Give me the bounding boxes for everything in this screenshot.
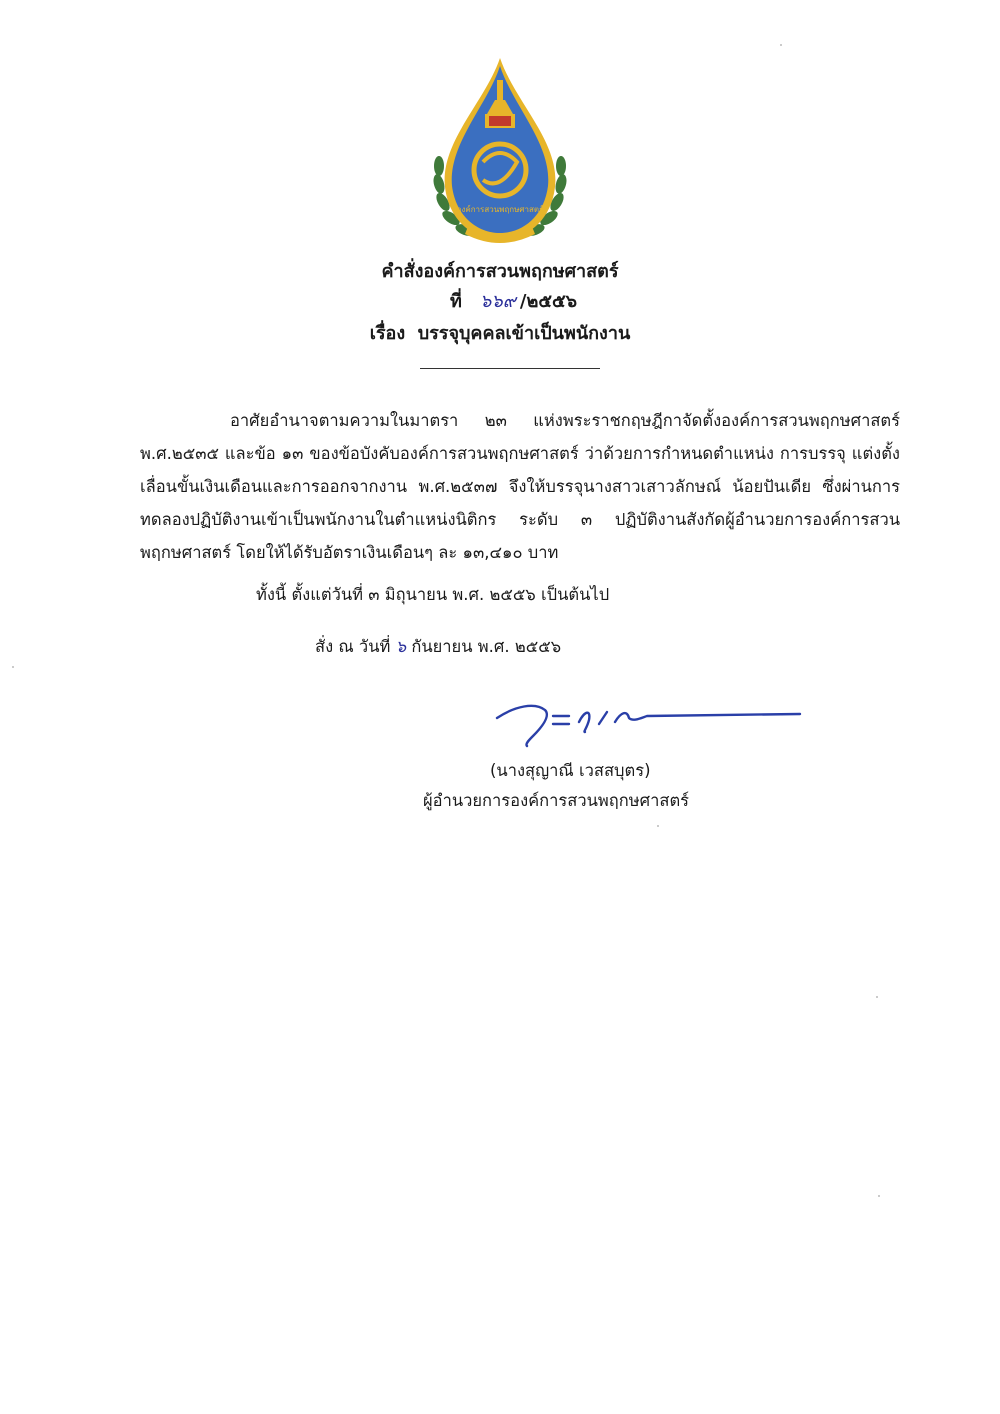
number-label: ที่ — [450, 291, 462, 312]
subject-text: บรรจุบุคคลเข้าเป็นพนักงาน — [417, 323, 631, 344]
number-suffix: /๒๕๕๖ — [519, 291, 578, 312]
handwritten-day: ๖ — [395, 637, 407, 656]
order-title: คำสั่งองค์การสวนพฤกษศาสตร์ — [381, 261, 619, 282]
main-paragraph: อาศัยอำนาจตามความในมาตรา ๒๓ แห่งพระราชกฤษฎีกาจัดตั้งองค์การสวนพฤกษศาสตร์ พ.ศ.๒๕๓๕ และข้อ ๑๓ ของข้อบังคับองค์การสวนพฤกษศาสตร์ ว่าด้วยการกำหนดตำแหน่ง การบรรจุ แต่งตั้ง เลื่อนขั้นเงินเดือนและการออกจากงาน พ.ศ.๒๕๓๗ จึงให้บรรจุนางสาวเสาวลักษณ์ น้อยปันเดีย ซึ่งผ่านการทดลองปฏิบัติงานเข้าเป็นพนักงานในตำแหน่งนิติกร ระดับ ๓ ปฏิบัติงานสังกัดผู้อำนวยการองค์การสวนพฤกษศาสตร์ โดยให้ได้รับอัตราเงินเดือนๆ ละ ๑๓,๔๑๐ บาท — [140, 411, 900, 562]
subject-line — [0, 318, 1000, 347]
scan-speck — [12, 666, 14, 668]
order-date-prefix: สั่ง ณ วันที่ — [315, 637, 391, 656]
order-number-line — [450, 286, 577, 315]
header-divider — [420, 368, 600, 369]
scan-speck — [878, 1195, 880, 1197]
order-body — [140, 404, 900, 569]
organization-logo — [425, 52, 575, 252]
handwritten-order-number: ๖๖๙ — [479, 291, 516, 312]
scan-speck — [876, 996, 878, 998]
subject-label: เรื่อง — [369, 323, 406, 344]
order-date-line — [315, 634, 561, 660]
effective-date-line: ทั้งนี้ ตั้งแต่วันที่ ๓ มิถุนายน พ.ศ. ๒๕๕๖ เป็นต้นไป — [256, 585, 610, 604]
signer-name: (นางสุญาณี เวสสบุตร) — [490, 761, 651, 780]
handwritten-signature — [495, 688, 805, 748]
logo-text: องค์การสวนพฤกษศาสตร์ — [456, 205, 544, 214]
order-date-suffix: กันยายน พ.ศ. ๒๕๕๖ — [411, 637, 562, 656]
scan-speck — [780, 44, 782, 46]
scan-speck — [657, 825, 659, 827]
signer-position: ผู้อำนวยการองค์การสวนพฤกษศาสตร์ — [423, 791, 690, 810]
